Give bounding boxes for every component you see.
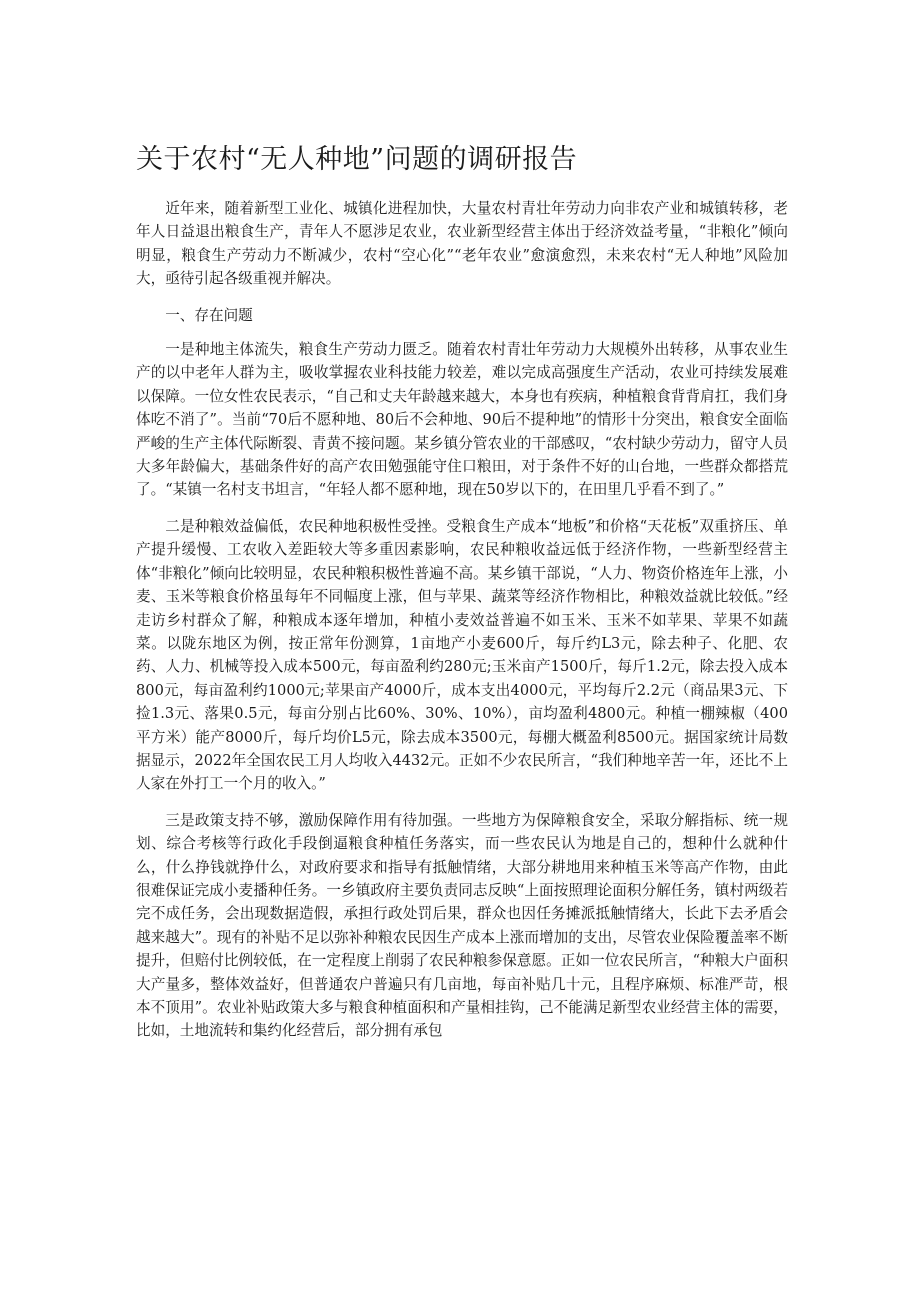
body-paragraph-3: 三是政策支持不够，激励保障作用有待加强。一些地方为保障粮食安全，采取分解指标、统一规划、综合考核等行政化手段倒逼粮食种植任务落实，而一些农民认为地是自己的，想种什么就种什么，什么挣钱就挣什么，对政府要求和指导有抵触情绪，大部分耕地用来种植玉米等高产作物，由此很难保证完成小麦播种任务。一乡镇政府主要负责同志反映“上面按照理论面积分解任务，镇村两级若完不成任务，会出现数据造假，承担行政处罚后果，群众也因任务摊派抵触情绪大，长此下去矛盾会越来越大”。现有的补贴不足以弥补种粮农民因生产成本上涨而增加的支出，尽管农业保险覆盖率不断提升，但赔付比例较低，在一定程度上削弱了农民种粮参保意愿。正如一位农民所言，“种粮大户面积大产量多，整体效益好，但普通农户普遍只有几亩地，每亩补贴几十元，且程序麻烦、标准严苛，根本不顶用”。农业补贴政策大多与粮食种植面积和产量相挂钩，己不能满足新型农业经营主体的需要，比如，土地流转和集约化经营后，部分拥有承包 bbox=[136, 811, 788, 1040]
body-paragraph-2: 二是种粮效益偏低，农民种地积极性受挫。受粮食生产成本“地板”和价格“天花板”双重挤压、单产提升缓慢、工农收入差距较大等多重因素影响，农民种粮收益远低于经济作物，一些新型经营主体“非粮化”倾向比较明显，农民种粮积极性普遍不高。某乡镇干部说，“人力、物资价格连年上涨，小麦、玉米等粮食价格虽每年不同幅度上涨，但与苹果、蔬菜等经济作物相比，种粮效益就比较低。”经走访乡村群众了解，种粮成本逐年增加，种植小麦效益普遍不如玉米、玉米不如苹果、苹果不如蔬菜。以陇东地区为例，按正常年份测算，1亩地产小麦600斤，每斤约L3元，除去种子、化肥、农药、人力、机械等投入成本500元，每亩盈利约280元;玉米亩产1500斤，每斤1.2元，除去投入成本800元，每亩盈利约1000元;苹果亩产4000斤，成本支出4000元，平均每斤2.2元（商品果3元、下捡1.3元、落果0.5元，每亩分别占比60%、30%、10%），亩均盈利4800元。种植一棚辣椒（400平方米）能产8000斤，每斤均价L5元，除去成本3500元，每棚大概盈利8500元。据国家统计局数据显示，2022年全国农民工月人均收入4432元。正如不少农民所言，“我们种地辛苦一年，还比不上人家在外打工一个月的收入。” bbox=[136, 517, 788, 793]
document-body bbox=[136, 197, 788, 1056]
document-title: 关于农村“无人种地”问题的调研报告 bbox=[136, 144, 578, 175]
section-heading: 一、存在问题 bbox=[165, 306, 253, 324]
body-paragraph-1: 一是种地主体流失，粮食生产劳动力匮乏。随着农村青壮年劳动力大规模外出转移，从事农业生产的以中老年人群为主，吸收掌握农业科技能力较差，难以完成高强度生产活动，农业可持续发展难以保障。一位女性农民表示，“自己和丈夫年龄越来越大，本身也有疾病，种植粮食背背肩扛，我们身体吃不消了”。当前“70后不愿种地、80后不会种地、90后不提种地”的情形十分突出，粮食安全面临严峻的生产主体代际断裂、青黄不接问题。某乡镇分管农业的干部感叹，“农村缺少劳动力，留守人员大多年龄偏大，基础条件好的高产农田勉强能守住口粮田，对于条件不好的山台地，一些群众都搭荒了。“某镇一名村支书坦言，“年轻人都不愿种地，现在50岁以下的，在田里几乎看不到了。” bbox=[136, 341, 788, 499]
intro-paragraph: 近年来，随着新型工业化、城镇化进程加快，大量农村青壮年劳动力向非农产业和城镇转移，老年人日益退出粮食生产，青年人不愿涉足农业，农业新型经营主体出于经济效益考量，“非粮化”倾向明显，粮食生产劳动力不断减少，农村“空心化”“老年农业”愈演愈烈，未来农村“无人种地”风险加大，亟待引起各级重视并解决。 bbox=[136, 200, 788, 288]
